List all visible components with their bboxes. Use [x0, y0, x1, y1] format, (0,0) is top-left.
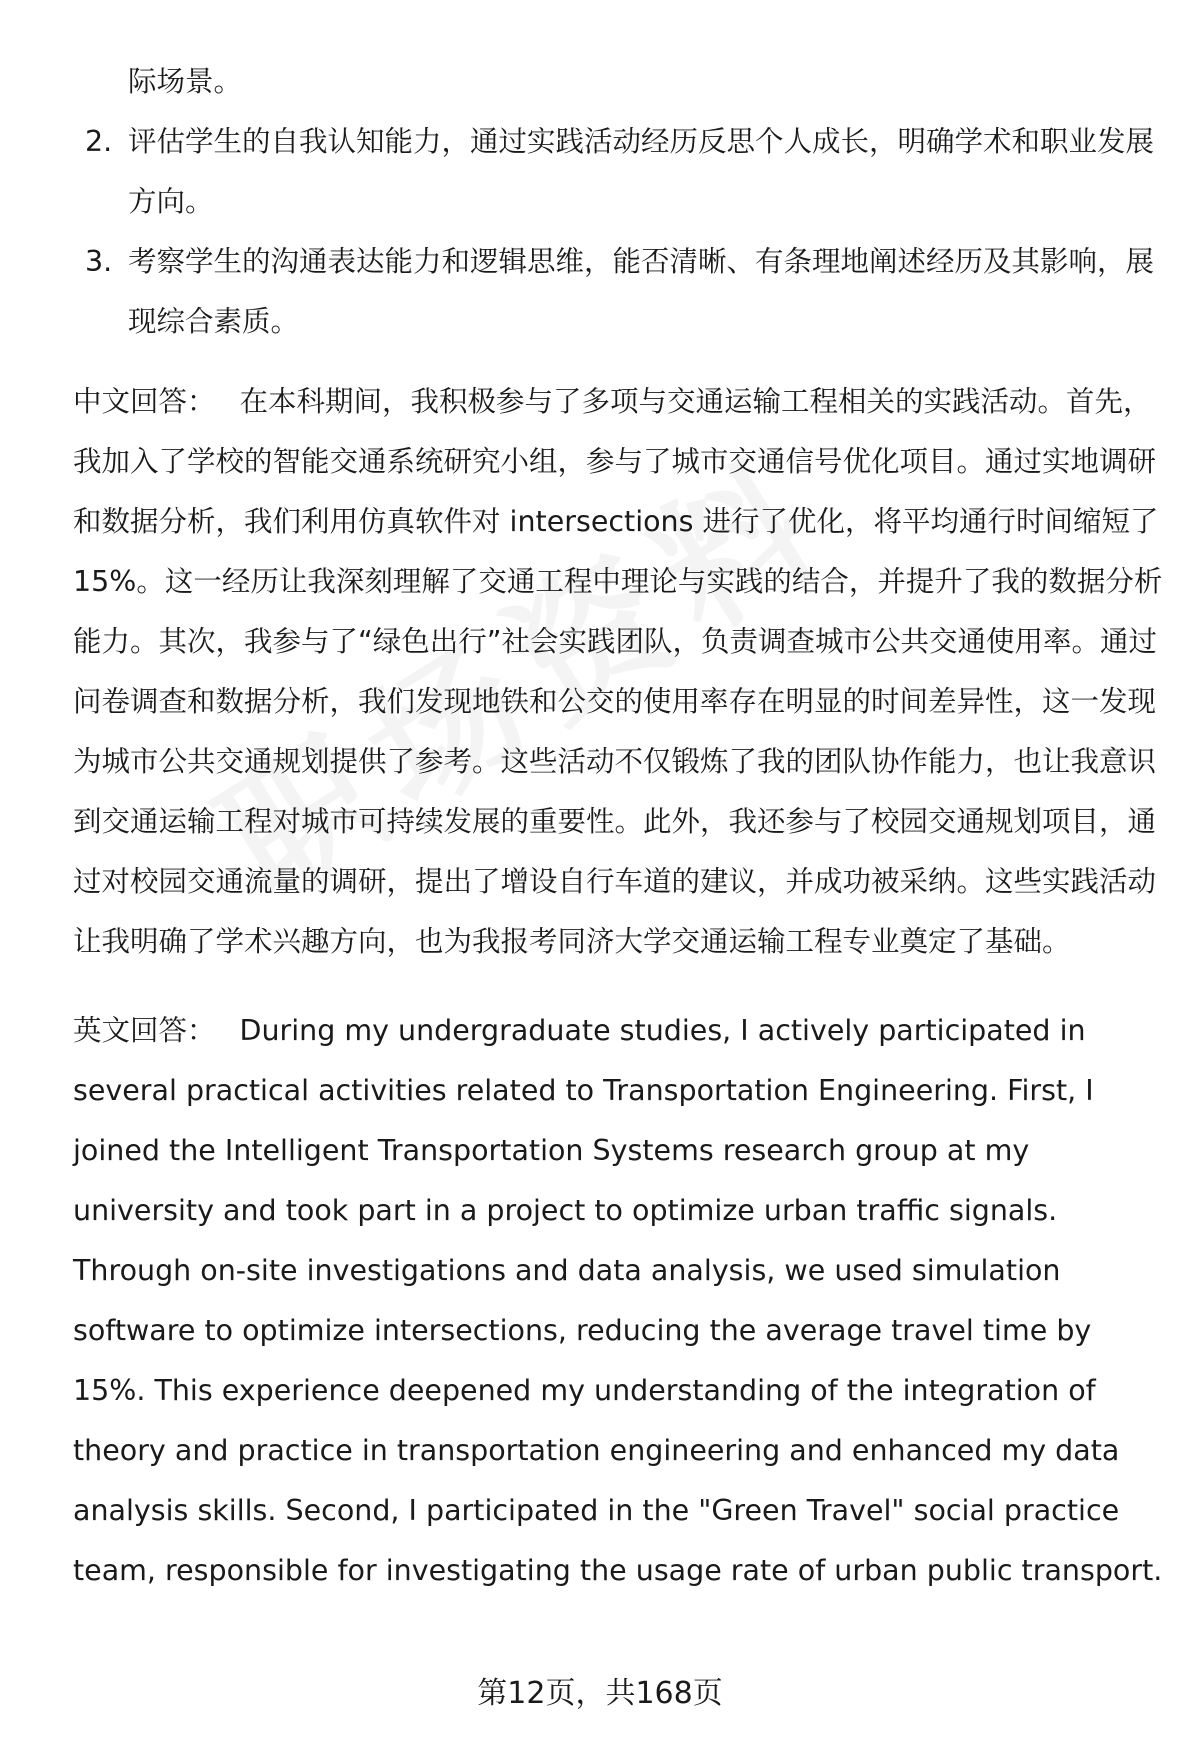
english-answer-text: During my undergraduate studies, I actively participated in several practical activities related to Transportation Engineering. First, I joined the Intelligent Transportation Systems research group at my university and took part in a project to optimize urban traffic signals. Through on-site investigations and data analysis, we used simulation software to optimize intersections, reducing the average travel time by 15%. This experience deepened my understanding of the integration of theory and practice in transportation engineering and enhanced my data analysis skills. Second, I participated in the "Green Travel" social practice team, responsible for investigating the usage rate of urban public transport. [73, 1013, 1163, 1587]
numbered-list [73, 52, 1163, 352]
english-answer-paragraph [73, 1001, 1163, 1601]
list-item-number: 2. [85, 125, 113, 158]
list-item-continuation: 际场景。 [128, 65, 243, 98]
list-item [73, 232, 1163, 352]
english-answer-label: 英文回答： [73, 1013, 216, 1047]
chinese-answer-label: 中文回答： [73, 385, 216, 418]
page-content [73, 52, 1163, 1629]
page-number-footer: 第12页，共168页 [477, 1676, 723, 1711]
chinese-answer-paragraph [73, 372, 1163, 972]
list-item-text: 考察学生的沟通表达能力和逻辑思维，能否清晰、有条理地阐述经历及其影响，展现综合素质。 [128, 245, 1155, 338]
chinese-answer-text: 在本科期间，我积极参与了多项与交通运输工程相关的实践活动。首先，我加入了学校的智能交通系统研究小组，参与了城市交通信号优化项目。通过实地调研和数据分析，我们利用仿真软件对 intersections 进行了优化，将平均通行时间缩短了 15%。这一经历让我深刻理解了交通工程中理论与实践的结合，并提升了我的数据分析能力。其次，我参与了“绿色出行”社会实践团队，负责调查城市公共交通使用率。通过问卷调查和数据分析，我们发现地铁和公交的使用率存在明显的时间差异性，这一发现为城市公共交通规划提供了参考。这些活动不仅锻炼了我的团队协作能力，也让我意识到交通运输工程对城市可持续发展的重要性。此外，我还参与了校园交通规划项目，通过对校园交通流量的调研，提出了增设自行车道的建议，并成功被采纳。这些实践活动让我明确了学术兴趣方向，也为我报考同济大学交通运输工程专业奠定了基础。 [73, 385, 1163, 958]
list-item-number: 3. [85, 245, 113, 278]
list-item [73, 112, 1163, 232]
list-item-text: 评估学生的自我认知能力，通过实践活动经历反思个人成长，明确学术和职业发展方向。 [128, 125, 1155, 218]
